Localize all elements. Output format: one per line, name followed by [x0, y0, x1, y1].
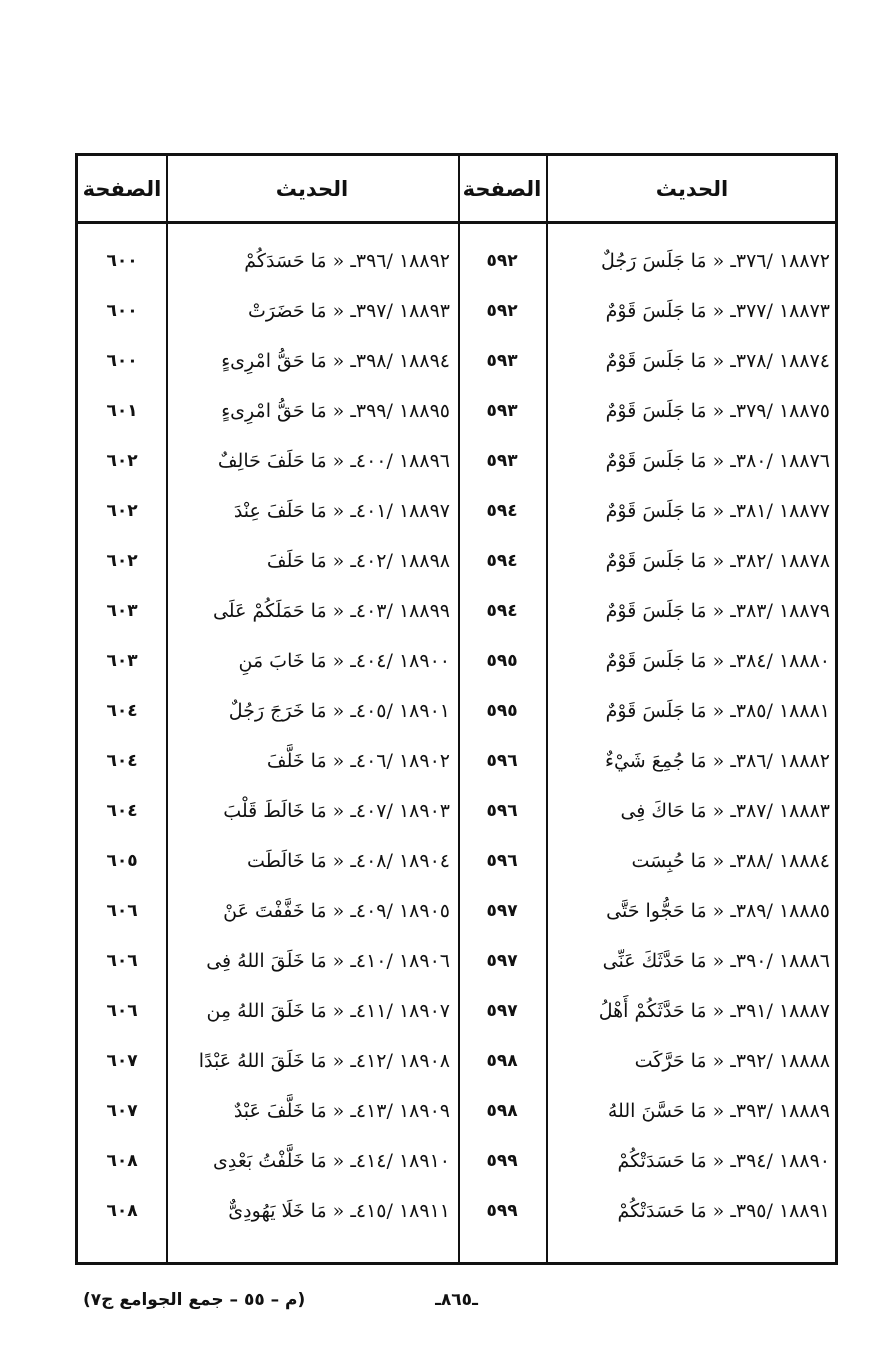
- page-number: ٦٠٨: [106, 1201, 138, 1221]
- page-number: ٦٠٦: [106, 901, 138, 921]
- hadith-entry: ١٨٨٧٣ /٣٧٧ـ « مَا جَلَسَ قَوْمٌ: [605, 300, 830, 322]
- header-hadith-right: الحديث: [655, 176, 729, 201]
- hadith-entry: ١٨٨٨٢ /٣٨٦ـ « مَا جُمِعَ شَيْءٌ: [605, 750, 830, 772]
- page-number: ٦٠٤: [106, 751, 138, 771]
- page-number: ٦٠٥: [106, 851, 138, 871]
- page-number: ٥٩٥: [486, 651, 518, 671]
- table-row: [78, 986, 835, 1036]
- page-number: ٥٩٤: [486, 551, 518, 571]
- hadith-entry: ١٨٨٩٥ /٣٩٩ـ « مَا حَقُّ امْرِىءٍ: [221, 400, 450, 422]
- hadith-entry: ١٨٨٧٦ /٣٨٠ـ « مَا جَلَسَ قَوْمٌ: [605, 450, 830, 472]
- header-hadith-left: الحديث: [275, 176, 349, 201]
- table-row: [78, 1036, 835, 1086]
- footer-source-note: (م – ٥٥ – جمع الجوامع ج٧): [83, 1290, 306, 1310]
- page-number: ٦٠٤: [106, 701, 138, 721]
- page-number: ٥٩٢: [486, 301, 518, 321]
- page-footer: [75, 1290, 838, 1320]
- table-row: [78, 786, 835, 836]
- hadith-entry: ١٨٩٠٢ /٤٠٦ـ « مَا خَلَّفَ: [266, 750, 450, 772]
- hadith-entry: ١٨٨٨٠ /٣٨٤ـ « مَا جَلَسَ قَوْمٌ: [605, 650, 830, 672]
- page-number: ٦٠٧: [106, 1101, 138, 1121]
- table-row: [78, 386, 835, 436]
- hadith-entry: ١٨٨٩٦ /٤٠٠ـ « مَا حَلَفَ حَالِفٌ: [217, 450, 450, 472]
- hadith-entry: ١٨٨٨٤ /٣٨٨ـ « مَا حُبِسَت: [631, 850, 830, 872]
- page-number: ٥٩٨: [486, 1051, 518, 1071]
- table-row: [78, 936, 835, 986]
- page-number: ٥٩٩: [486, 1201, 518, 1221]
- hadith-entry: ١٨٨٨١ /٣٨٥ـ « مَا جَلَسَ قَوْمٌ: [605, 700, 830, 722]
- table-row: [78, 736, 835, 786]
- hadith-entry: ١٨٩٠٧ /٤١١ـ « مَا خَلَقَ اللهُ مِن: [206, 1000, 450, 1022]
- page-number: ٥٩٨: [486, 1101, 518, 1121]
- hadith-entry: ١٨٨٨٩ /٣٩٣ـ « مَا حَسَّنَ اللهُ: [607, 1100, 830, 1122]
- hadith-entry: ١٨٨٩٣ /٣٩٧ـ « مَا حَضَرَتْ: [248, 300, 450, 322]
- hadith-entry: ١٨٩٠١ /٤٠٥ـ « مَا خَرَجَ رَجُلٌ: [228, 700, 450, 722]
- page-number: ٥٩٧: [486, 1001, 518, 1021]
- page-number: ٥٩٣: [486, 351, 518, 371]
- page-number: ٦٠٣: [106, 651, 138, 671]
- hadith-entry: ١٨٨٨٨ /٣٩٢ـ « مَا حَرَّكَت: [634, 1050, 830, 1072]
- hadith-entry: ١٨٨٩١ /٣٩٥ـ « مَا حَسَدَتْكُمْ: [617, 1200, 830, 1222]
- table-row: [78, 1136, 835, 1186]
- page-number: ٥٩٢: [486, 251, 518, 271]
- page-number: ٦٠٠: [106, 301, 138, 321]
- hadith-entry: ١٨٨٩٢ /٣٩٦ـ « مَا حَسَدَكُمْ: [244, 250, 450, 272]
- hadith-entry: ١٨٨٧٤ /٣٧٨ـ « مَا جَلَسَ قَوْمٌ: [605, 350, 830, 372]
- hadith-entry: ١٨٩١١ /٤١٥ـ « مَا خَلَا يَهُودِىٌّ: [228, 1200, 450, 1222]
- hadith-entry: ١٨٩٠٨ /٤١٢ـ « مَا خَلَقَ اللهُ عَبْدًا: [198, 1050, 450, 1072]
- table-row: [78, 1086, 835, 1136]
- page-number: ٥٩٦: [486, 851, 518, 871]
- hadith-entry: ١٨٨٨٥ /٣٨٩ـ « مَا حَجُّوا حَتَّى: [606, 900, 830, 922]
- page-number: ٦٠٢: [106, 451, 138, 471]
- hadith-entry: ١٨٨٧٩ /٣٨٣ـ « مَا جَلَسَ قَوْمٌ: [605, 600, 830, 622]
- table-row: [78, 336, 835, 386]
- hadith-entry: ١٨٩١٠ /٤١٤ـ « مَا خَلَّفْتُ بَعْدِى: [212, 1150, 450, 1172]
- page-number: ٦٠٠: [106, 251, 138, 271]
- hadith-entry: ١٨٩٠٤ /٤٠٨ـ « مَا خَالَطَت: [247, 850, 450, 872]
- page-number: ٥٩٩: [486, 1151, 518, 1171]
- index-table: [75, 153, 838, 1265]
- page-number: ٦٠٨: [106, 1151, 138, 1171]
- page-number: ٥٩٧: [486, 951, 518, 971]
- table-row: [78, 586, 835, 636]
- hadith-entry: ١٨٨٧٧ /٣٨١ـ « مَا جَلَسَ قَوْمٌ: [605, 500, 830, 522]
- page-number: ٦٠٤: [106, 801, 138, 821]
- footer-page-number: ـ٨٦٥ـ: [435, 1290, 478, 1310]
- header-page-left: الصفحة: [82, 176, 162, 201]
- page-number: ٦٠٦: [106, 1001, 138, 1021]
- hadith-entry: ١٨٨٩٨ /٤٠٢ـ « مَا حَلَفَ: [266, 550, 450, 572]
- table-row: [78, 436, 835, 486]
- page-number: ٦٠٢: [106, 501, 138, 521]
- page-number: ٦٠٦: [106, 951, 138, 971]
- table-header: [78, 156, 835, 224]
- table-row: [78, 886, 835, 936]
- table-row: [78, 1186, 835, 1236]
- hadith-entry: ١٨٨٨٦ /٣٩٠ـ « مَا حَدَّثَكَ عَنِّى: [602, 950, 830, 972]
- page-number: ٦٠٠: [106, 351, 138, 371]
- hadith-entry: ١٨٨٩٩ /٤٠٣ـ « مَا حَمَلَكُمْ عَلَى: [212, 600, 450, 622]
- page-number: ٥٩٤: [486, 501, 518, 521]
- hadith-entry: ١٨٩٠٠ /٤٠٤ـ « مَا خَابَ مَنِ: [238, 650, 450, 672]
- page-number: ٥٩٤: [486, 601, 518, 621]
- table-row: [78, 836, 835, 886]
- hadith-entry: ١٨٨٩٧ /٤٠١ـ « مَا حَلَفَ عِنْدَ: [233, 500, 450, 522]
- page-number: ٦٠٧: [106, 1051, 138, 1071]
- header-page-right: الصفحة: [462, 176, 542, 201]
- page-number: ٥٩٦: [486, 801, 518, 821]
- page-number: ٦٠٢: [106, 551, 138, 571]
- page-number: ٥٩٣: [486, 451, 518, 471]
- table-row: [78, 636, 835, 686]
- page-number: ٥٩٧: [486, 901, 518, 921]
- page-number: ٥٩٣: [486, 401, 518, 421]
- table-row: [78, 236, 835, 286]
- hadith-entry: ١٨٨٧٢ /٣٧٦ـ « مَا جَلَسَ رَجُلٌ: [601, 250, 830, 272]
- hadith-entry: ١٨٩٠٩ /٤١٣ـ « مَا خَلَّفَ عَبْدٌ: [233, 1100, 450, 1122]
- hadith-entry: ١٨٨٧٨ /٣٨٢ـ « مَا جَلَسَ قَوْمٌ: [605, 550, 830, 572]
- page-number: ٦٠٣: [106, 601, 138, 621]
- table-row: [78, 486, 835, 536]
- hadith-entry: ١٨٨٩٤ /٣٩٨ـ « مَا حَقُّ امْرِىءٍ: [221, 350, 450, 372]
- hadith-entry: ١٨٩٠٣ /٤٠٧ـ « مَا خَالَطَ قَلْبَ: [223, 800, 450, 822]
- page-number: ٥٩٥: [486, 701, 518, 721]
- table-row: [78, 286, 835, 336]
- hadith-entry: ١٨٩٠٦ /٤١٠ـ « مَا خَلَقَ اللهُ فِى: [206, 950, 450, 972]
- hadith-entry: ١٨٨٩٠ /٣٩٤ـ « مَا حَسَدَتْكُمْ: [617, 1150, 830, 1172]
- hadith-entry: ١٨٨٨٣ /٣٨٧ـ « مَا حَاكَ فِى: [620, 800, 830, 822]
- table-row: [78, 536, 835, 586]
- table-row: [78, 686, 835, 736]
- hadith-entry: ١٨٨٨٧ /٣٩١ـ « مَا حَدَّثَكُمْ أَهْلُ: [598, 1000, 830, 1022]
- page-number: ٥٩٦: [486, 751, 518, 771]
- page-number: ٦٠١: [106, 401, 138, 421]
- hadith-entry: ١٨٩٠٥ /٤٠٩ـ « مَا خَفَّفْتَ عَنْ: [223, 900, 450, 922]
- hadith-entry: ١٨٨٧٥ /٣٧٩ـ « مَا جَلَسَ قَوْمٌ: [605, 400, 830, 422]
